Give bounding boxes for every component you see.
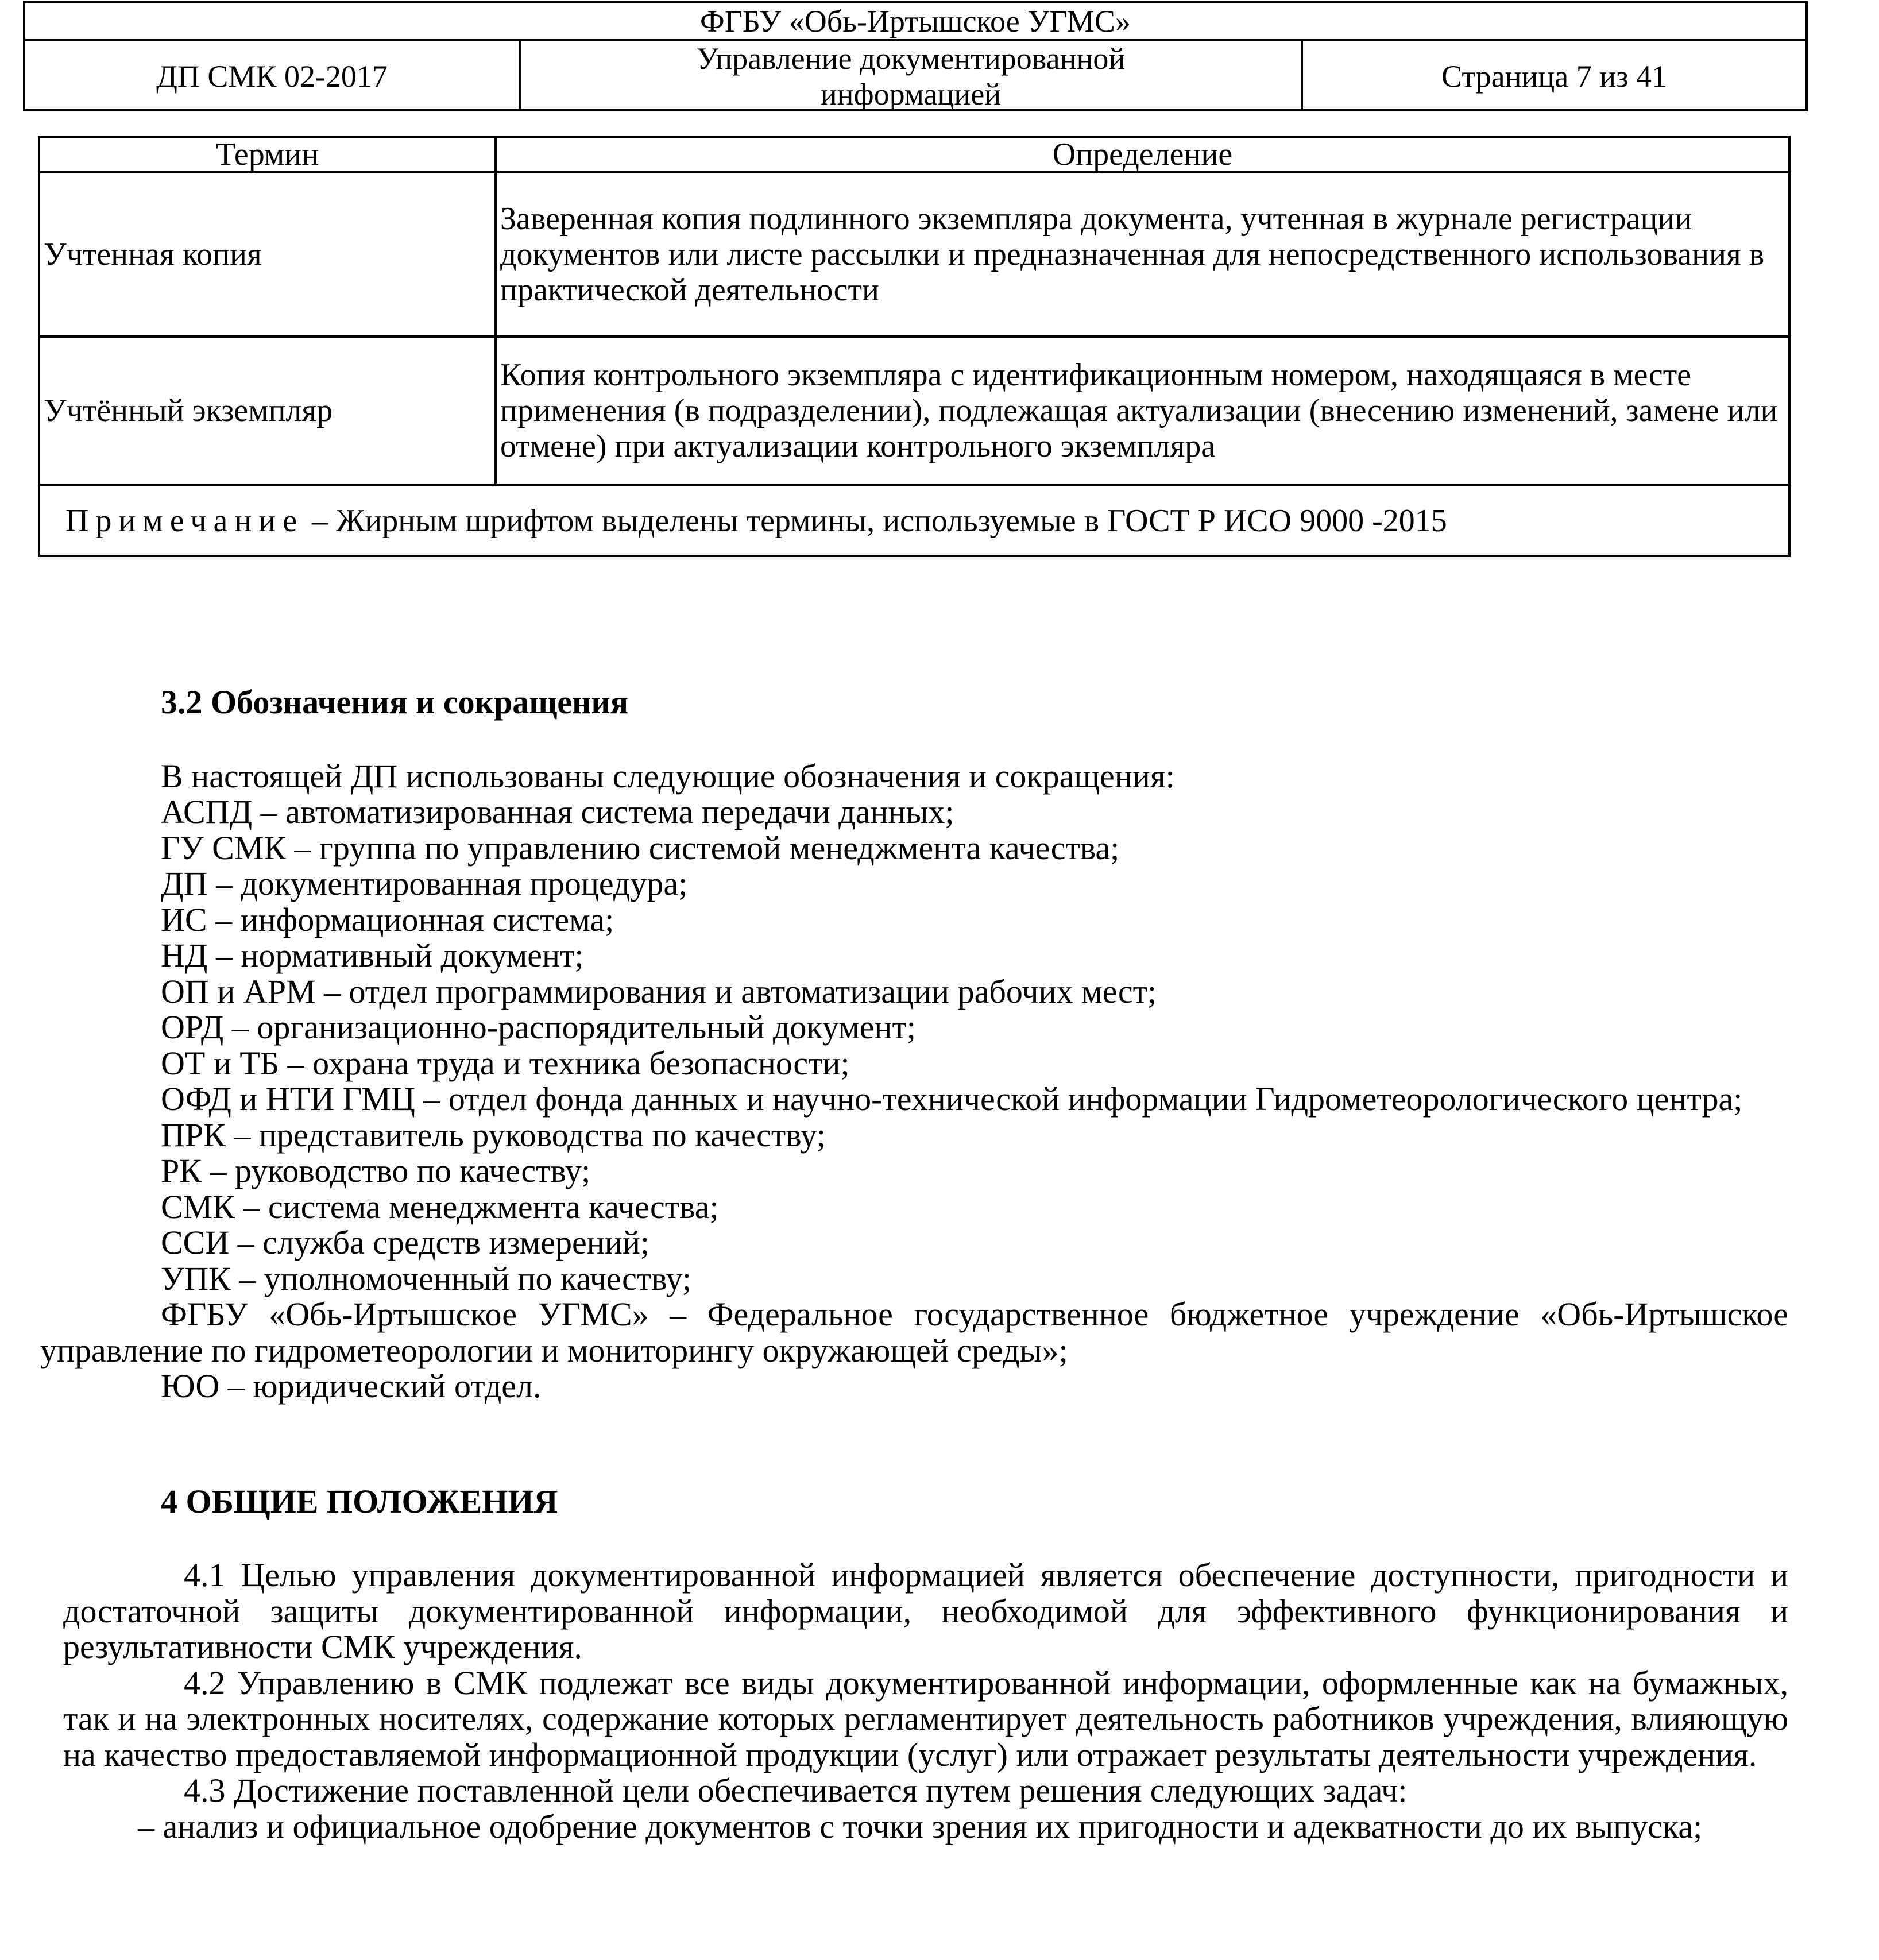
abbreviation-item: ДП – документированная процедура;: [161, 865, 688, 902]
table-row: [39, 337, 1789, 485]
table-note-row: [39, 485, 1789, 556]
abbreviation-item: ЮО – юридический отдел.: [161, 1367, 542, 1405]
abbreviation-item: ССИ – служба средств измерений;: [161, 1224, 649, 1261]
header-doc-code: ДП СМК 02-2017: [25, 41, 521, 111]
definition-cell: Заверенная копия подлинного экземпляра документа, учтенная в журнале регистрации документов или листе рассылки и предназначенная для непосредственного использования в практической деятельности: [496, 172, 1789, 337]
table-row: [39, 172, 1789, 337]
col-definition-header: Определение: [496, 137, 1789, 172]
paragraph-4-2: 4.2 Управлению в СМК подлежат все виды документированной информации, оформленные как на бумажных, так и на электронных носителях, содержание которых регламентирует деятельность работников учреждения, влияющую на качество предоставляемой информационной продукции (услуг) или отражает результаты деятельности учреждения.: [63, 1664, 1788, 1773]
abbreviation-item: ФГБУ «Обь-Иртышское УГМС» – Федеральное государственное бюджетное учреждение «Обь-Иртышское управление по гидрометеорологии и мониторингу окружающей среды»;: [40, 1296, 1788, 1369]
document-header: [23, 1, 1808, 111]
header-doc-title-line2: информацией: [820, 77, 1002, 111]
abbreviation-item: ОТ и ТБ – охрана труда и техника безопасности;: [161, 1044, 850, 1082]
header-doc-title-line1: Управление документированной: [696, 41, 1126, 76]
header-page-info: Страница 7 из 41: [1441, 59, 1667, 94]
terms-table-header: [39, 137, 1789, 172]
section-heading-4: 4 ОБЩИЕ ПОЛОЖЕНИЯ: [161, 1482, 558, 1520]
abbreviation-item: АСПД – автоматизированная система передачи данных;: [161, 793, 954, 830]
task-item: – анализ и официальное одобрение документов с точки зрения их пригодности и адекватности до их выпуска;: [138, 1807, 1703, 1845]
section-heading-3-2: 3.2 Обозначения и сокращения: [161, 683, 629, 721]
header-organization: ФГБУ «Обь-Иртышское УГМС»: [25, 3, 1805, 41]
term-cell: Учтенная копия: [39, 172, 496, 337]
abbreviation-item: ОФД и НТИ ГМЦ – отдел фонда данных и научно-технической информации Гидрометеорологического центра;: [161, 1080, 1743, 1118]
paragraph-4-1: 4.1 Целью управления документированной информацией является обеспечение доступности, пригодности и достаточной защиты документированной информации, необходимой для эффективного функционирования и результативности СМК учреждения.: [63, 1556, 1788, 1665]
abbreviation-item: ИС – информационная система;: [161, 900, 614, 938]
terms-table: [38, 136, 1791, 557]
abbreviation-item: ОП и АРМ – отдел программирования и автоматизации рабочих мест;: [161, 972, 1157, 1010]
abbreviation-item: ГУ СМК – группа по управлению системой менеджмента качества;: [161, 829, 1120, 867]
abbreviation-item: РК – руководство по качеству;: [161, 1152, 591, 1189]
col-term-header: Термин: [39, 137, 496, 172]
abbreviation-item: УПК – уполномоченный по качеству;: [161, 1259, 691, 1297]
abbreviation-item: ОРД – организационно-распорядительный документ;: [161, 1008, 916, 1046]
document-body: [40, 685, 1788, 1845]
paragraph-4-3: 4.3 Достижение поставленной цели обеспечивается путем решения следующих задач:: [184, 1772, 1408, 1809]
section-intro: В настоящей ДП использованы следующие обозначения и сокращения:: [161, 757, 1175, 795]
abbreviation-item: ПРК – представитель руководства по качеству;: [161, 1116, 826, 1154]
term-cell: Учтённый экземпляр: [39, 337, 496, 485]
note-text: – Жирным шрифтом выделены термины, используемые в ГОСТ Р ИСО 9000 -2015: [312, 503, 1447, 539]
header-doc-title: [521, 41, 1303, 111]
abbreviation-item: НД – нормативный документ;: [161, 937, 584, 974]
abbreviation-item: СМК – система менеджмента качества;: [161, 1188, 719, 1226]
header-row: [25, 41, 1805, 111]
table-note: [39, 485, 1789, 556]
section-4-body: [40, 1557, 1788, 1809]
note-label: Примечание: [65, 503, 304, 539]
definition-cell: Копия контрольного экземпляра с идентификационным номером, находящаяся в месте применения (в подразделении), подлежащая актуализации (внесению изменений, замене или отмене) при актуализации контрольного экземпляра: [496, 337, 1789, 485]
